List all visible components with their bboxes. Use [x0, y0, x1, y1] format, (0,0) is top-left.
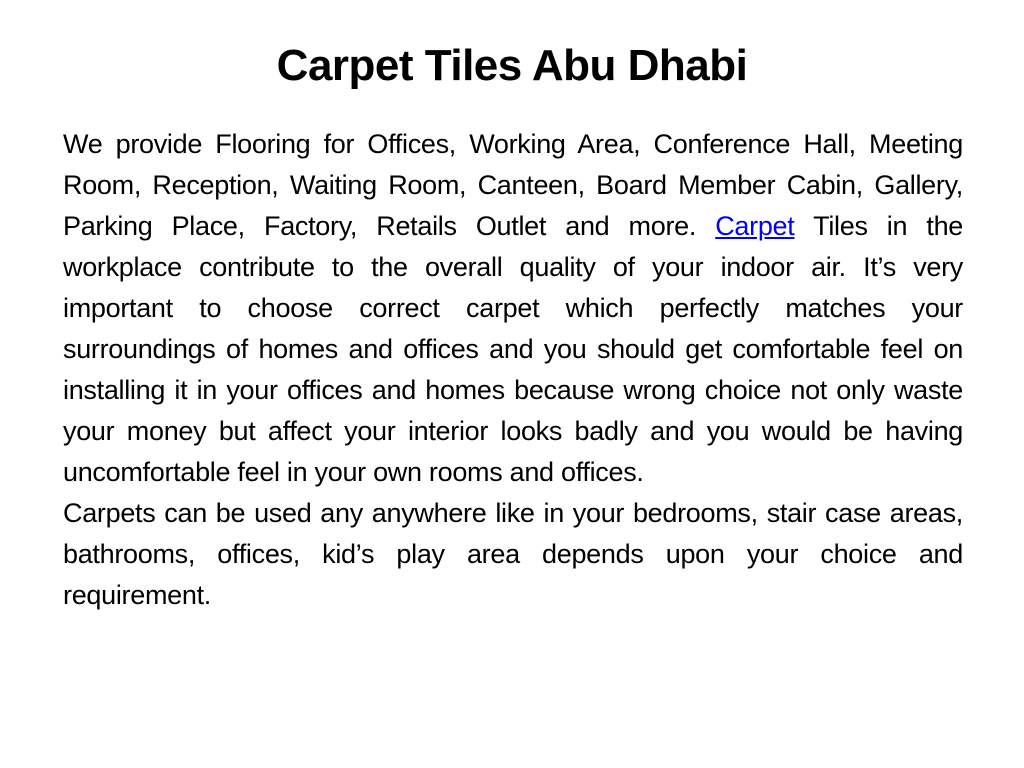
paragraph-1-text-before-link: We provide Flooring for Offices, Working Area, Conference Hall, Meeting Room, Reception, Waiting Room, Canteen, Board Member Cabin, Gallery, Parking Place, Factory, Retails Outlet and more. — [63, 129, 963, 241]
carpet-link[interactable]: Carpet — [715, 211, 795, 241]
paragraph-1-text-after-link: Tiles in the workplace contribute to the overall quality of your indoor air. It’s very important to choose correct carpet which perfectly matches your surroundings of homes and offices and you should get comfortable feel on installing it in your offices and homes because wrong choice not only waste your money but affect your interior looks badly and you would be having uncomfortable feel in your own rooms and offices. — [63, 211, 963, 487]
slide-body — [63, 124, 963, 616]
body-paragraph-2: Carpets can be used any anywhere like in your bedrooms, stair case areas, bathrooms, offices, kid’s play area depends upon your choice and requirement. — [63, 498, 963, 610]
body-paragraph-1 — [63, 124, 963, 493]
slide-title: Carpet Tiles Abu Dhabi — [276, 41, 748, 90]
